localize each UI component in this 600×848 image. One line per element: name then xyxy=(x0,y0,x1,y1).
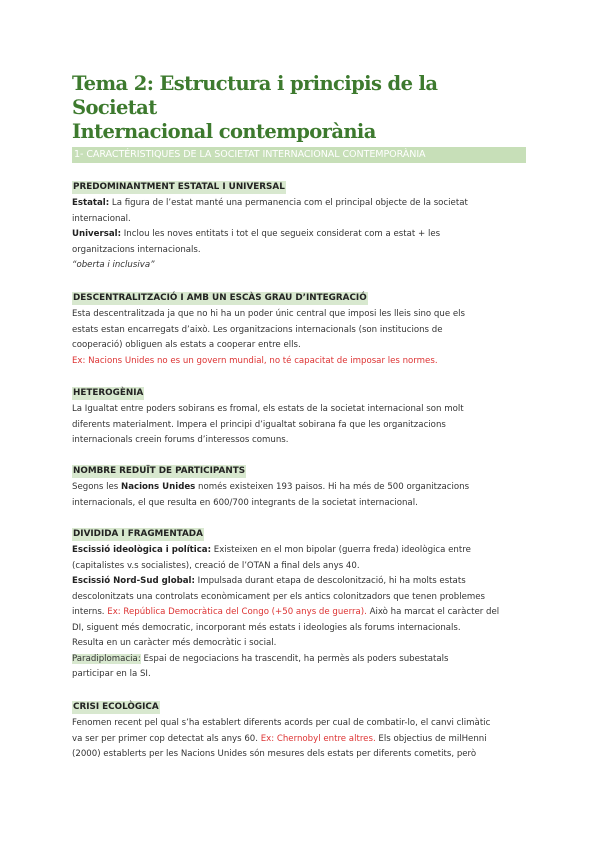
section-heterogenia xyxy=(72,386,528,449)
paragraph-line xyxy=(72,480,528,496)
section-descentralitzacio xyxy=(72,291,528,369)
text-run: Els objectius de milΗenni xyxy=(375,733,487,744)
text-run: Això ha marcat el caràcter del xyxy=(366,607,500,617)
term-label: Estatal: xyxy=(72,198,110,208)
term-label: Escissió ideològica i política: xyxy=(72,545,212,555)
paragraph-line: organitzacions internacionals. xyxy=(72,244,201,255)
paragraph-line xyxy=(72,196,528,212)
text-run: només existeixen 193 paisos. Hi ha més de 500 organitzacions xyxy=(195,482,470,492)
section-nombre-participants xyxy=(72,464,528,511)
paragraph-line: descolonitzats una controlats econòmicament per els antics colonitzadors que tenen problemes xyxy=(72,591,486,602)
paragraph-line: Esta descentralitzada ja que no hi ha un poder únic central que imposi les lleis sino que els xyxy=(72,309,465,319)
section-heading: DESCENTRALITZACIÓ I AMB UN ESCÀS GRAU D’INTEGRACIÓ xyxy=(73,293,367,303)
text-run: Existeixen en el mon bipolar (guerra freda) ideològica entre xyxy=(211,545,471,555)
text-run: Espai de negociacions ha trascendit, ha permès als poders subestatals xyxy=(140,653,449,664)
section-banner-text: 1- CARACTÉRISTIQUES DE LA SOCIETAT INTERNACIONAL CONTEMPORÀNIA xyxy=(74,149,426,160)
paragraph-line xyxy=(72,574,528,590)
example-text: Ex: República Democràtica del Congo (+50 anys de guerra). xyxy=(107,607,367,617)
section-dividida-fragmentada xyxy=(72,527,528,683)
paragraph-line xyxy=(72,543,528,559)
paragraph-line: internacionals, el que resulta en 600/700 integrants de la societat internacional. xyxy=(72,497,418,508)
paragraph-line: Resulta en un caràcter més democràtic i social. xyxy=(72,638,277,648)
paragraph-line xyxy=(72,605,528,621)
example-line: Ex: Nacions Unides no es un govern mundial, no té capacitat de imposar les normes. xyxy=(72,355,438,366)
text-run: va ser per primer cop detectat als anys 60. xyxy=(72,733,261,744)
section-crisi-ecologica xyxy=(72,700,528,763)
text-run: Impulsada durant etapa de descolonització, hi ha molts estats xyxy=(194,576,466,586)
section-heading: NOMBRE REDUÏT DE PARTICIPANTS xyxy=(73,466,246,476)
paragraph-line: (capitalistes v.s socialistes), creació de l’OTAN a final dels anys 40. xyxy=(72,560,360,571)
paragraph-line: internacionals creein forums d’interessos comuns. xyxy=(72,435,289,445)
paragraph-line: cooperació) obliguen als estats a cooperar entre ells. xyxy=(72,340,301,350)
paragraph-line xyxy=(72,732,528,748)
paragraph-line: La Igualtat entre poders sobirans es fromal, els estats de la societat internacional son molt xyxy=(72,404,464,414)
paragraph-line xyxy=(72,652,528,668)
quote-line: “oberta i inclusiva” xyxy=(72,260,155,270)
page-title xyxy=(72,72,528,144)
section-estatal-universal xyxy=(72,180,528,274)
paragraph-line xyxy=(72,227,528,243)
paragraph-line: Fenomen recent pel qual s’ha establert diferents acords per cual de combatir-lo, el canvi climàtic xyxy=(72,718,491,728)
section-banner xyxy=(72,147,526,163)
title-line-2: Internacional contemporània xyxy=(72,120,376,143)
term-label: Universal: xyxy=(72,229,122,239)
paragraph-line: (2000) establerts per les Nacions Unides són mesures dels estats per diferents cometits, però xyxy=(72,749,477,759)
paragraph-line: estats estan encarregats d’això. Les organitzacions internacionals (son institucions de xyxy=(72,324,443,335)
highlighted-term: Paradiplomacia: xyxy=(72,653,141,664)
bold-term: Nacions Unides xyxy=(121,482,196,492)
term-label: Escissió Nord-Sud global: xyxy=(72,576,195,586)
section-heading: HETEROGÈNIA xyxy=(73,388,144,398)
paragraph-line: diferents materialment. Impera el principi d’igualtat sobirana fa que les organitzacions xyxy=(72,419,446,430)
text-run: Segons les xyxy=(72,482,121,492)
paragraph-line: DI, siguent més democratic, incorporant més estats i ideologies als forums internacionals. xyxy=(72,622,461,633)
paragraph-line: internacional. xyxy=(72,213,131,224)
paragraph-line: participar en la SI. xyxy=(72,669,151,679)
text-run: interns. xyxy=(72,607,108,617)
section-heading: CRISI ECOLÒGICA xyxy=(73,702,159,712)
section-heading: DIVIDIDA I FRAGMENTADA xyxy=(73,529,203,539)
text-run: Inclou les noves entitats i tot el que segueix considerat com a estat + les xyxy=(121,229,441,239)
text-run: La figura de l’estat manté una permanencia com el principal objecte de la societat xyxy=(109,198,468,208)
example-text: Ex: Chernobyl entre altres. xyxy=(260,733,376,744)
section-heading: PREDOMINANTMENT ESTATAL I UNIVERSAL xyxy=(73,182,285,192)
title-line-1: Tema 2: Estructura i principis de la Societat xyxy=(72,72,438,119)
